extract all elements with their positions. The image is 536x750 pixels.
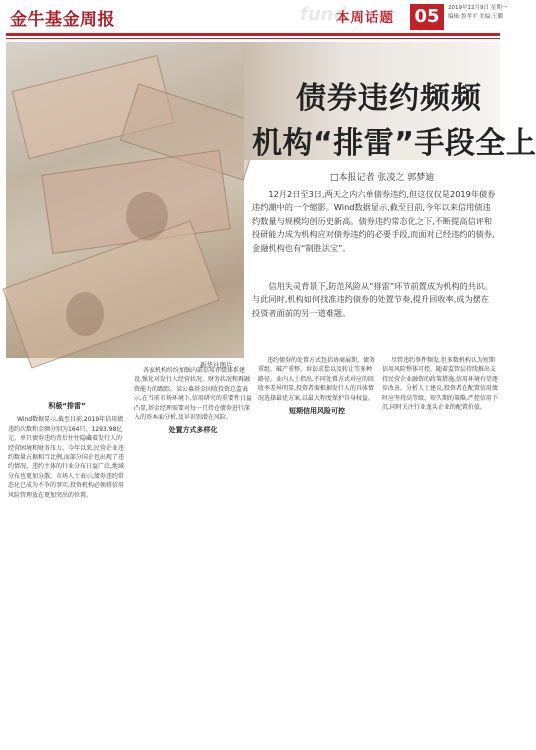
body-paragraph: 各家机构纷纷加强内部信用评级体系建设,强化对发行人经营状况、财务状况和再融资能力的跟踪。某公募基金固收投资总监表示,在当前市场环境下,信用研究的重要性日益凸显,基金经理需要对每一只持仓债券进行深入的基本面分析,及早识别潜在风险。 (134, 367, 252, 422)
paper-logo: 金牛基金周报 (10, 10, 115, 30)
editor-credits: 编辑:鲁孝平 美编:王鹏 (448, 14, 503, 20)
body-column-1 (8, 398, 126, 501)
portrait-image (126, 192, 168, 240)
lede-paragraph-2: 信用失灵背景下,防范风险从“排雷”环节前置成为机构的共识。与此同时,机构如何找准违约债券的处置节奏,提升回收率,成为摆在投资者面前的另一道难题。 (252, 281, 493, 318)
headline-line-1: 债券违约频频 (296, 81, 482, 116)
banknotes-photo (6, 42, 244, 358)
subheading: 积极“排雷” (48, 402, 86, 410)
issue-meta (448, 4, 507, 22)
subheading: 处置方式多样化 (168, 426, 218, 435)
byline: □本报记者 张凌之 郭梦迪 (330, 173, 435, 183)
headline-line-2: 机构“排雷”手段全上 (252, 126, 536, 161)
body-column-4 (382, 356, 500, 413)
masthead-rule (6, 33, 500, 36)
masthead-rule-thin (6, 38, 500, 39)
subheading: 短期信用风险可控 (289, 407, 345, 416)
issue-date: 2019年12月9日 星期一 (448, 5, 508, 11)
masthead (0, 0, 506, 36)
section-title: 本周话题 (336, 10, 394, 26)
fund-watermark: fund (300, 4, 347, 25)
body-column-2 (134, 366, 252, 440)
photo-caption: 新华社图片 (200, 361, 233, 369)
lede-paragraph: 12月2日至3日,两天之内六单债券违约,但这仅仅是2019年债券违约潮中的一个缩影。Wind数据显示,截至目前,今年以来信用债违约数量与规模均创历史新高。债券违约常态化之下,不断提高信评和投研能力成为机构应对债券违约的必要手段,而面对已经违约的债券,金融机构也有“制胜法宝”。 (252, 189, 496, 253)
body-paragraph: 尽管违约事件频发,但多数机构认为短期信用风险整体可控。随着监管层持续推出支持民营企业融资的政策措施,信用环境有望逐步改善。分析人士建议,投资者在配置信用债时应坚持高等级、短久期的策略,严控信用下沉,同时关注行业龙头企业的配置价值。 (382, 357, 498, 412)
body-paragraph: Wind数据显示,截至目前,2019年信用债违约次数和金额分别为164只、1293.98亿元。单只债券违约背后往往隐藏着发行人的经营困境和财务压力。今年以来,民营企业违约数量占据相当比例,而部分国企也出现了违约情况。违约主体的行业分布日益广泛,地域分布也更加分散。市场人士表示,债券违约常态化已成为不争的事实,投资机构必须将信用风险管理放在更加突出的位置。 (8, 416, 124, 499)
body-paragraph: 违约债券的处置方式包括协商展期、债务重组、破产重整、诉讼求偿以及转让等多种路径。业内人士指出,不同处置方式对应的回收率差异明显,投资者需根据发行人的具体情况选择最优方案,以最大程度保护自身权益。 (258, 357, 376, 402)
portrait-image (66, 292, 104, 336)
page-number: 05 (410, 4, 444, 30)
body-column-3 (258, 356, 376, 420)
